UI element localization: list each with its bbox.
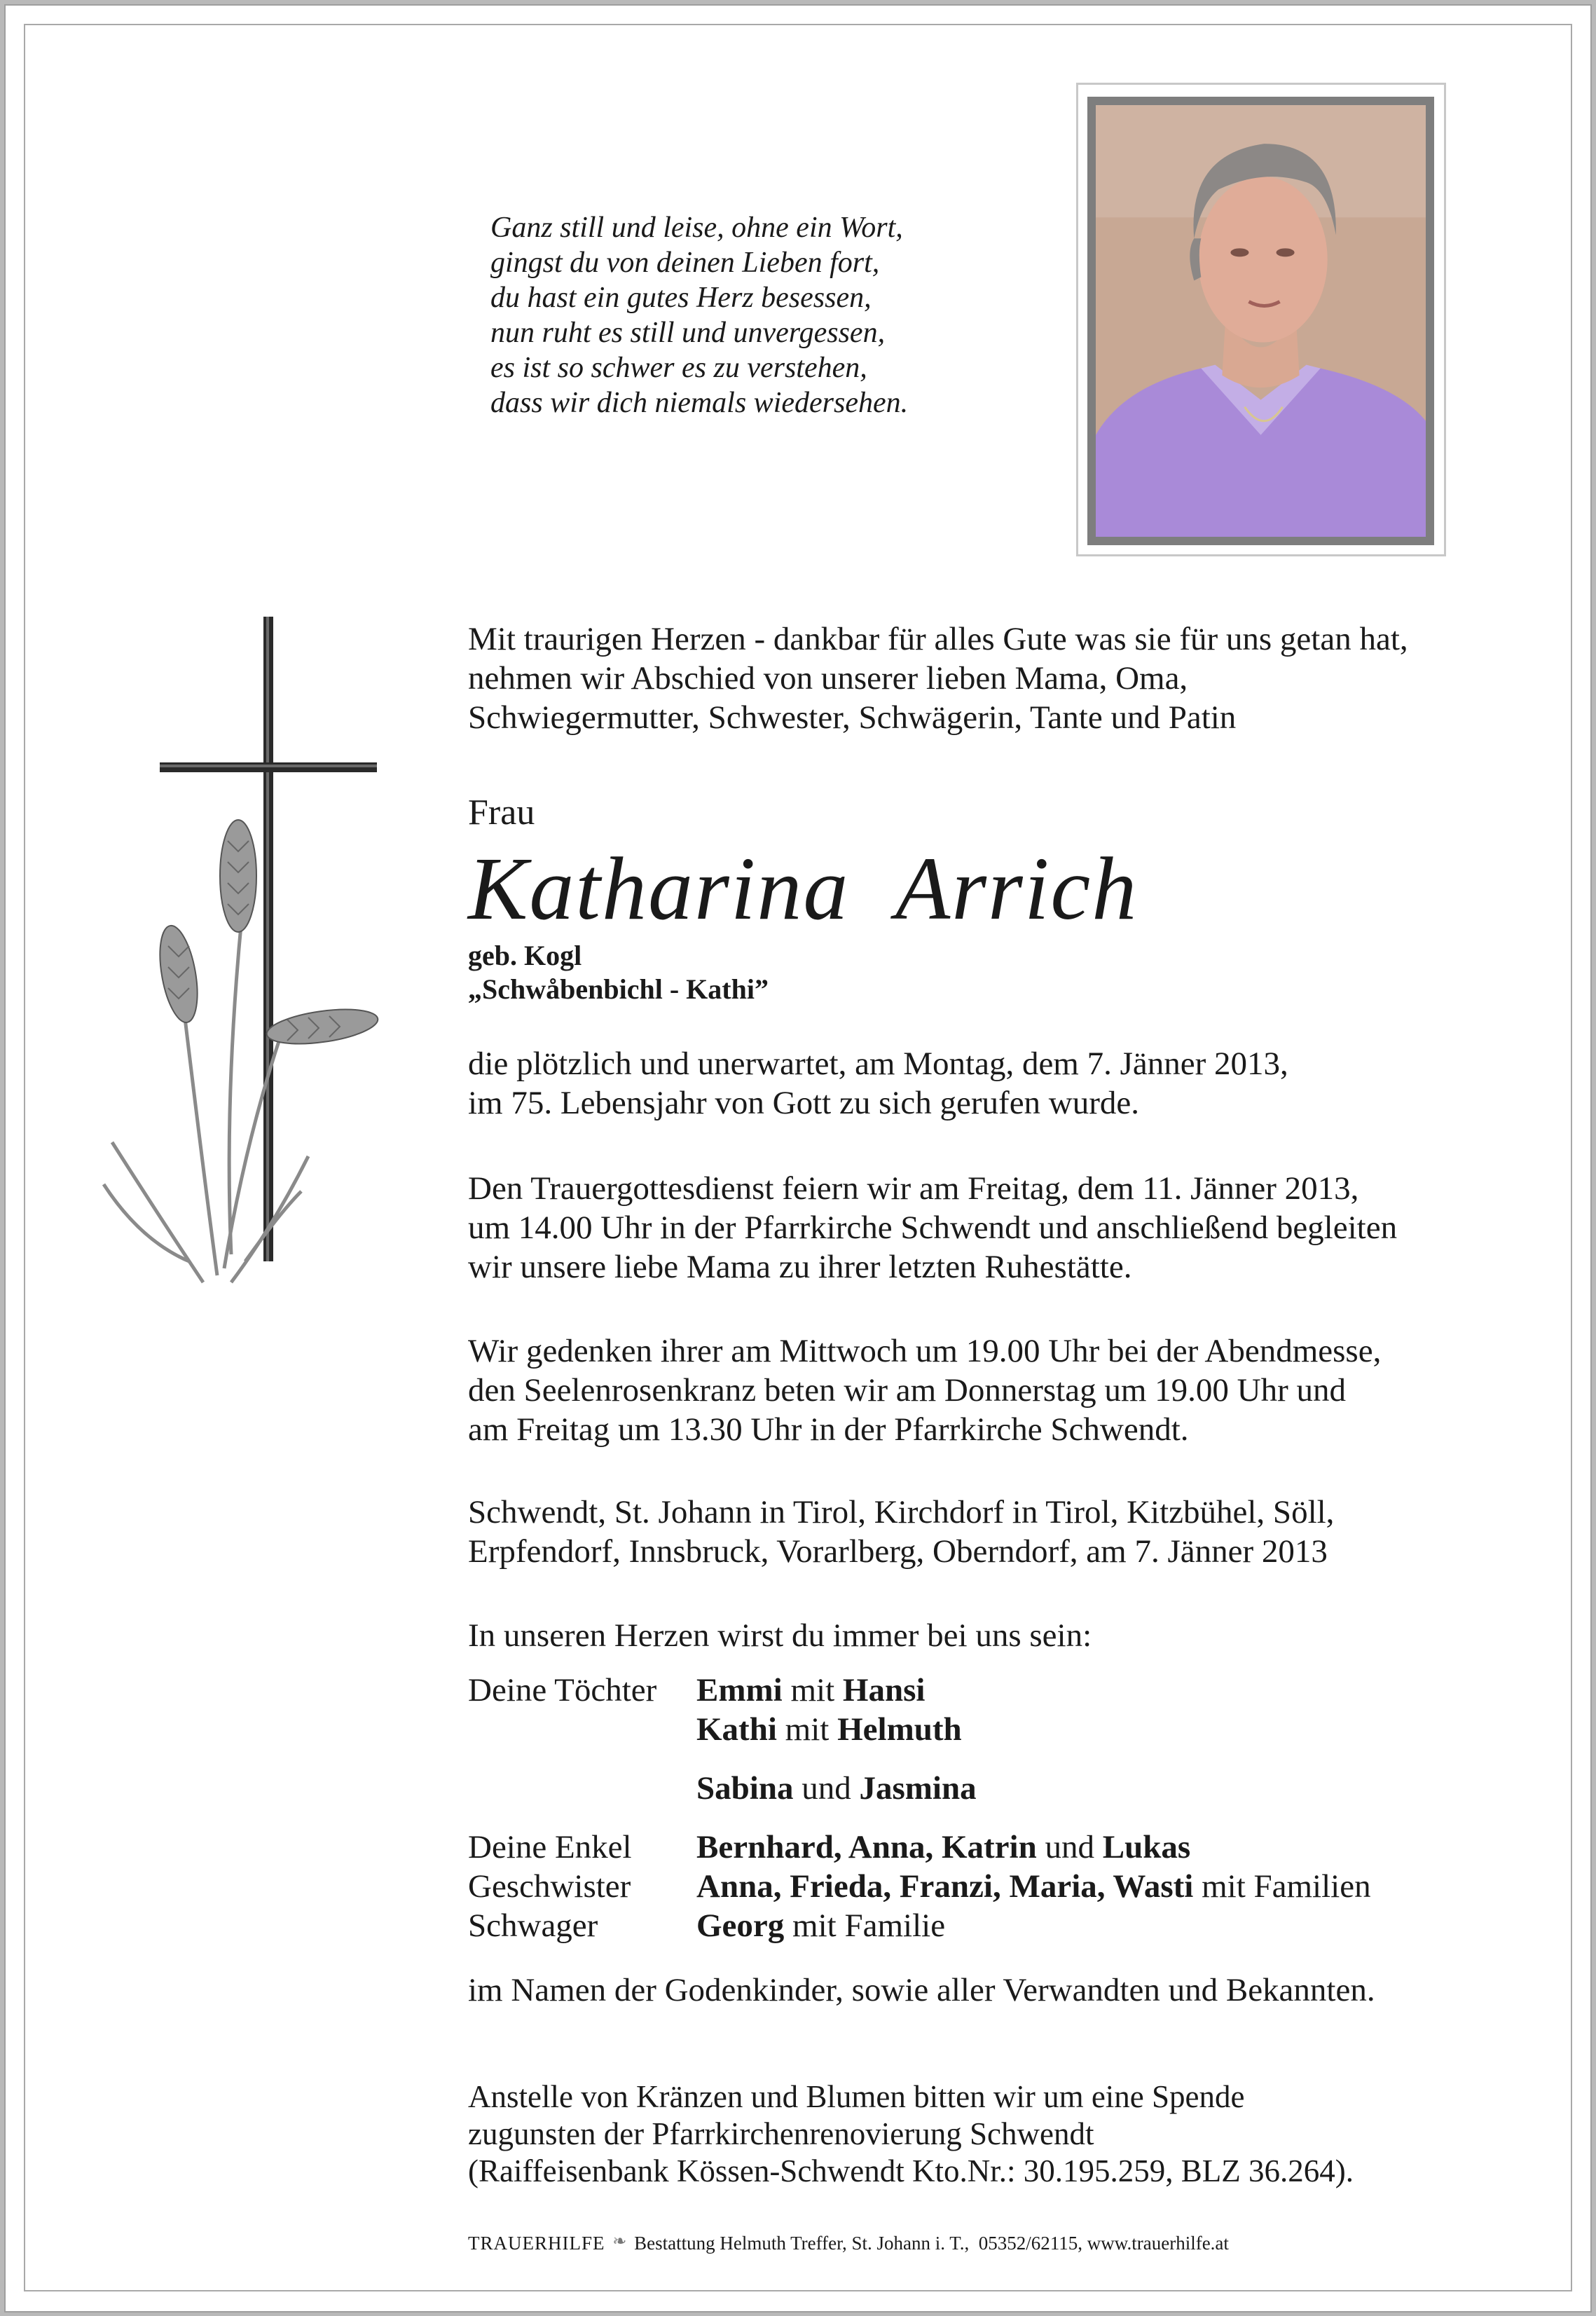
portrait-photo xyxy=(1087,97,1434,545)
relative-name: Hansi xyxy=(842,1672,926,1708)
relative-name: Jasmina xyxy=(859,1770,977,1807)
relatives-value xyxy=(696,1710,962,1749)
footer-brand: TRAUERHILFE xyxy=(468,2233,605,2254)
places-line: Erpfendorf, Innsbruck, Vorarlberg, Oberndorf, am 7. Jänner 2013 xyxy=(468,1533,1328,1570)
poem-line: nun ruht es still und unvergessen, xyxy=(490,317,886,349)
relatives-value xyxy=(696,1671,925,1710)
closing-line: im Namen der Godenkinder, sowie aller Verwandten und Bekannten. xyxy=(468,1972,1375,2008)
donation-line: Anstelle von Kränzen und Blumen bitten wir um eine Spende xyxy=(468,2079,1245,2114)
service-line: Den Trauergottesdienst feiern wir am Freitag, dem 11. Jänner 2013, xyxy=(468,1170,1359,1207)
relative-sep: mit xyxy=(776,1711,838,1748)
portrait-image xyxy=(1096,105,1426,537)
prayer-paragraph xyxy=(468,1331,1381,1449)
prayer-line: Wir gedenken ihrer am Mittwoch um 19.00 Uhr bei der Abendmesse, xyxy=(468,1333,1382,1369)
dove-icon: ❧ xyxy=(612,2233,627,2251)
relative-suffix: mit Familie xyxy=(784,1907,946,1944)
relative-sep: und xyxy=(793,1770,860,1807)
nickname: „Schwåbenbichl - Kathi” xyxy=(468,973,769,1005)
poem-line: du hast ein gutes Herz besessen, xyxy=(490,282,872,314)
cross-with-wheat-icon xyxy=(98,610,406,1359)
relative-name: Kathi xyxy=(696,1711,777,1748)
prayer-line: am Freitag um 13.30 Uhr in der Pfarrkirche Schwendt. xyxy=(468,1411,1189,1448)
poem-line: Ganz still und leise, ohne ein Wort, xyxy=(490,212,903,244)
intro-line: Mit traurigen Herzen - dankbar für alles Gute was sie für uns getan hat, xyxy=(468,621,1408,657)
footer-details: Bestattung Helmuth Treffer, St. Johann i. T., 05352/62115, www.trauerhilfe.at xyxy=(634,2233,1229,2254)
birth-name: geb. Kogl xyxy=(468,940,582,971)
places-paragraph xyxy=(468,1493,1334,1571)
salutation: Frau xyxy=(468,793,535,832)
poem-line: es ist so schwer es zu verstehen, xyxy=(490,352,867,384)
relative-sep: und xyxy=(1036,1829,1103,1865)
relative-name: Bernhard, Anna, Katrin xyxy=(696,1829,1037,1865)
places-line: Schwendt, St. Johann in Tirol, Kirchdorf in Tirol, Kitzbühel, Söll, xyxy=(468,1494,1335,1530)
relative-name: Georg xyxy=(696,1907,785,1944)
relative-name: Emmi xyxy=(696,1672,783,1708)
poem xyxy=(490,210,908,420)
death-line: die plötzlich und unerwartet, am Montag, dem 7. Jänner 2013, xyxy=(468,1046,1288,1082)
death-line: im 75. Lebensjahr von Gott zu sich gerufen wurde. xyxy=(468,1085,1140,1121)
footer xyxy=(468,2230,1229,2255)
relative-name: Lukas xyxy=(1102,1829,1191,1865)
relatives-value xyxy=(696,1828,1190,1867)
service-line: um 14.00 Uhr in der Pfarrkirche Schwendt und anschließend begleiten xyxy=(468,1210,1398,1246)
service-line: wir unsere liebe Mama zu ihrer letzten Ruhestätte. xyxy=(468,1249,1132,1285)
relatives-label: Schwager xyxy=(468,1907,598,1944)
birth-name-block xyxy=(468,939,769,1006)
relatives-value xyxy=(696,1769,977,1808)
relatives-label: Geschwister xyxy=(468,1868,631,1905)
relatives-value xyxy=(696,1867,1371,1906)
deceased-name xyxy=(468,840,1138,938)
relative-name: Helmuth xyxy=(837,1711,962,1748)
intro-line: Schwiegermutter, Schwester, Schwägerin, Tante und Patin xyxy=(468,699,1237,736)
poem-line: gingst du von deinen Lieben fort, xyxy=(490,247,880,279)
relative-name: Anna, Frieda, Franzi, Maria, Wasti xyxy=(696,1868,1194,1905)
relative-sep: mit xyxy=(782,1672,843,1708)
deceased-name-text: Katharina Arrich xyxy=(468,839,1138,938)
prayer-line: den Seelenrosenkranz beten wir am Donnerstag um 19.00 Uhr und xyxy=(468,1372,1346,1409)
relatives-value xyxy=(696,1906,945,1945)
service-paragraph xyxy=(468,1169,1397,1287)
hearts-line: In unseren Herzen wirst du immer bei uns sein: xyxy=(468,1617,1092,1654)
donation-line: (Raiffeisenbank Kössen-Schwendt Kto.Nr.: 30.195.259, BLZ 36.264). xyxy=(468,2153,1354,2188)
relative-suffix: mit Familien xyxy=(1193,1868,1371,1905)
relatives-label: Deine Enkel xyxy=(468,1829,632,1865)
poem-line: dass wir dich niemals wiedersehen. xyxy=(490,387,909,419)
donation-paragraph xyxy=(468,2078,1354,2190)
intro-line: nehmen wir Abschied von unserer lieben Mama, Oma, xyxy=(468,660,1188,697)
relatives-label: Deine Töchter xyxy=(468,1672,657,1708)
death-paragraph xyxy=(468,1044,1288,1123)
donation-line: zugunsten der Pfarrkirchenrenovierung Schwendt xyxy=(468,2116,1094,2151)
relative-name: Sabina xyxy=(696,1770,794,1807)
intro-paragraph xyxy=(468,619,1408,737)
